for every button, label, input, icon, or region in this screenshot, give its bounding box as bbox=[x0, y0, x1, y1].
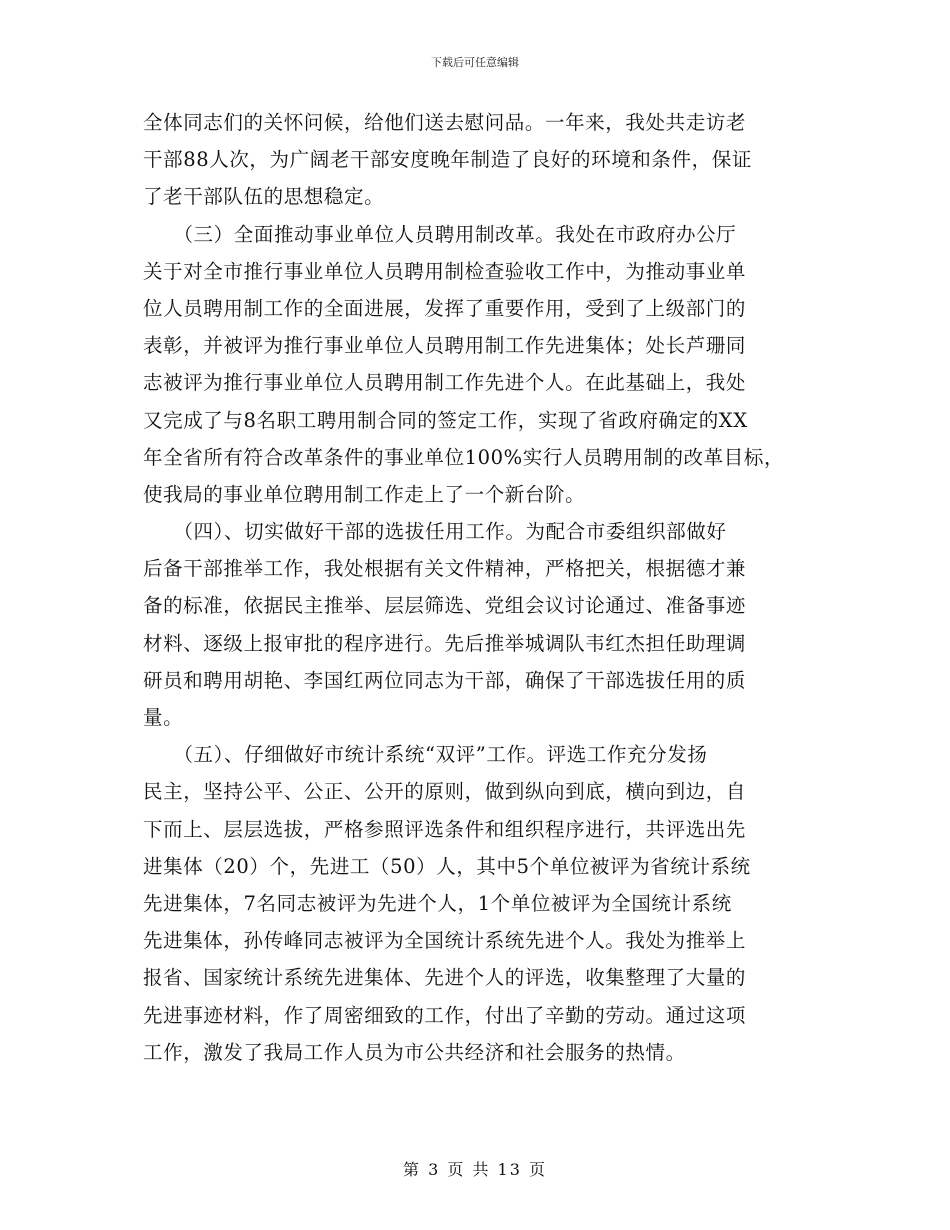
text-line: 志被评为推行事业单位人员聘用制工作先进个人。在此基础上，我处 bbox=[143, 371, 747, 395]
text-line: 研员和聘用胡艳、李国红两位同志为干部，确保了干部选拔任用的质 bbox=[143, 668, 747, 692]
text-line: 使我局的事业单位聘用制工作走上了一个新台阶。 bbox=[143, 482, 586, 506]
text-line: 表彰，并被评为推行事业单位人员聘用制工作先进集体；处长芦珊同 bbox=[143, 334, 747, 358]
text-line: 进集体（20）个，先进工（50）人，其中5个单位被评为省统计系统 bbox=[143, 854, 751, 878]
text-line: 先进集体，孙传峰同志被评为全国统计系统先进个人。我处为推举上 bbox=[143, 929, 747, 953]
text-line: （五）、仔细做好市统计系统“双评”工作。评选工作充分发扬 bbox=[143, 743, 708, 767]
text-line: 报省、国家统计系统先进集体、先进个人的评选，收集整理了大量的 bbox=[143, 966, 747, 990]
text-line: 又完成了与8名职工聘用制合同的签定工作，实现了省政府确定的XX bbox=[143, 408, 748, 432]
text-line: 备的标准，依据民主推举、层层筛选、党组会议讨论通过、准备事迹 bbox=[143, 594, 747, 618]
text-line: 先进集体，7名同志被评为先进个人，1个单位被评为全国统计系统 bbox=[143, 891, 732, 915]
text-line: 关于对全市推行事业单位人员聘用制检查验收工作中，为推动事业单 bbox=[143, 259, 747, 283]
text-line: 干部88人次，为广阔老干部安度晚年制造了良好的环境和条件，保证 bbox=[143, 148, 752, 172]
text-line: 民主，坚持公平、公正、公开的原则，做到纵向到底，横向到边，自 bbox=[143, 780, 747, 804]
text-line: 后备干部推举工作，我处根据有关文件精神，严格把关，根据德才兼 bbox=[143, 557, 747, 581]
text-line: （四）、切实做好干部的选拔任用工作。为配合市委组织部做好 bbox=[143, 520, 727, 544]
text-line: 工作，激发了我局工作人员为市公共经济和社会服务的热情。 bbox=[143, 1040, 686, 1064]
document-body bbox=[143, 104, 833, 1071]
page-number-footer: 第 3 页 共 13 页 bbox=[403, 1160, 547, 1179]
text-line: 量。 bbox=[143, 706, 184, 729]
text-line: 材料、逐级上报审批的程序进行。先后推举城调队韦红杰担任助理调 bbox=[143, 631, 747, 655]
text-line: 位人员聘用制工作的全面进展，发挥了重要作用，受到了上级部门的 bbox=[143, 296, 747, 320]
text-line: （三）全面推动事业单位人员聘用制改革。我处在市政府办公厅 bbox=[143, 222, 737, 246]
text-line: 年全省所有符合改革条件的事业单位100%实行人员聘用制的改革目标， bbox=[143, 445, 785, 469]
text-line: 先进事迹材料，作了周密细致的工作，付出了辛勤的劳动。通过这项 bbox=[143, 1003, 747, 1027]
text-line: 全体同志们的关怀问候，给他们送去慰问品。一年来，我处共走访老 bbox=[143, 111, 747, 134]
text-line: 了老干部队伍的思想稳定。 bbox=[143, 185, 385, 209]
page-header: 下载后可任意编辑 bbox=[431, 56, 519, 69]
text-line: 下而上、层层选拔，严格参照评选条件和组织程序进行，共评选出先 bbox=[143, 817, 747, 841]
